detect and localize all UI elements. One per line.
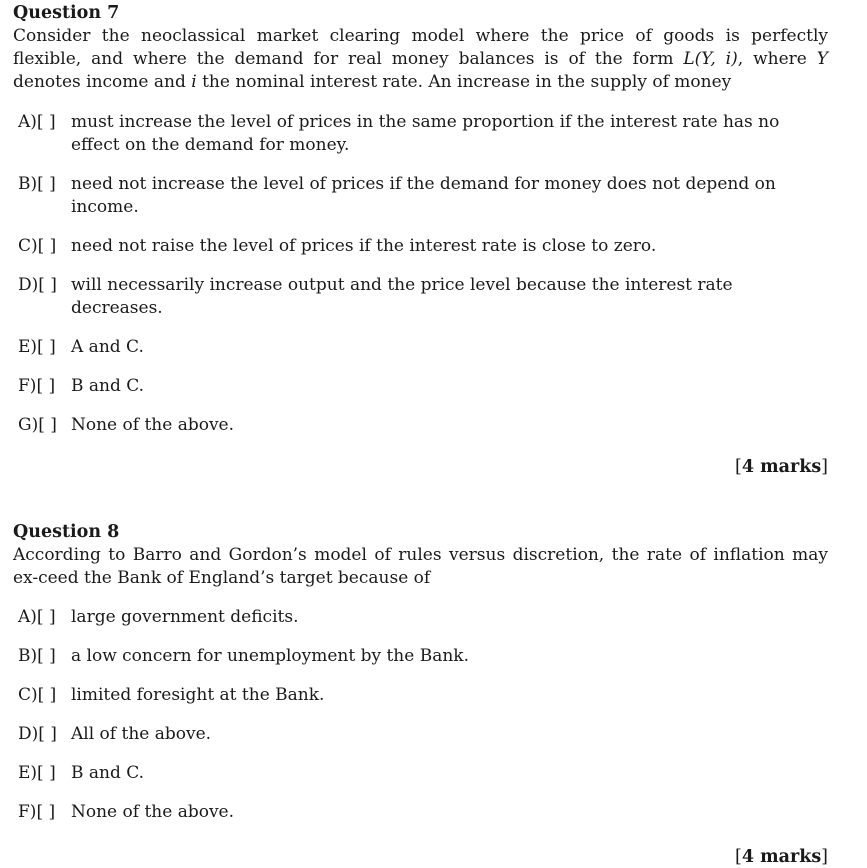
exam-page bbox=[13, 0, 828, 868]
option-text: B and C. bbox=[71, 763, 145, 783]
option-text: None of the above. bbox=[71, 415, 235, 435]
marks-value: 4 marks bbox=[741, 457, 822, 477]
option-letter: C) bbox=[18, 236, 38, 256]
option-text: All of the above. bbox=[71, 724, 212, 744]
question-7-body-text-4: the nominal interest rate. An increase in the supply of money bbox=[196, 72, 732, 92]
question-7-options bbox=[13, 111, 828, 437]
option-checkbox[interactable]: [ ] bbox=[37, 646, 56, 666]
option-checkbox[interactable]: [ ] bbox=[38, 724, 57, 744]
option-item bbox=[13, 336, 828, 359]
question-8 bbox=[13, 521, 828, 868]
option-letter: G) bbox=[18, 415, 39, 435]
option-checkbox[interactable]: [ ] bbox=[36, 802, 56, 822]
option-checkbox[interactable]: [ ] bbox=[36, 607, 56, 627]
option-item bbox=[13, 606, 828, 629]
question-7-body-text-3: denotes income and bbox=[13, 72, 192, 92]
option-text: a low concern for unemployment by the Bank. bbox=[71, 646, 470, 666]
option-checkbox[interactable]: [ ] bbox=[36, 112, 56, 132]
option-item bbox=[13, 762, 828, 785]
option-text: limited foresight at the Bank. bbox=[71, 685, 325, 705]
option-item bbox=[13, 235, 828, 258]
question-7-body-text-1: Consider the neoclassical market clearing model where the price of goods is perfectly flexible, and where the demand for real money balances is of the form bbox=[13, 26, 828, 69]
option-letter: E) bbox=[18, 337, 38, 357]
option-text: large government deficits. bbox=[71, 607, 299, 627]
option-text: will necessarily increase output and the price level because the interest rate decreases. bbox=[71, 275, 733, 318]
option-letter: C) bbox=[18, 685, 38, 705]
question-7-math-L: L(Y, i) bbox=[683, 49, 738, 69]
option-checkbox[interactable]: [ ] bbox=[37, 337, 56, 357]
option-letter: F) bbox=[18, 802, 37, 822]
question-8-marks: [4 marks] bbox=[735, 847, 828, 867]
marks-value: 4 marks bbox=[741, 847, 822, 867]
option-item bbox=[13, 375, 828, 398]
option-text: None of the above. bbox=[71, 802, 235, 822]
question-8-body-text: According to Barro and Gordon’s model of rules versus discretion, the rate of inflation may ex-ceed the Bank of England’s target because of bbox=[13, 545, 828, 588]
option-text: B and C. bbox=[71, 376, 145, 396]
option-item bbox=[13, 173, 828, 219]
option-checkbox[interactable]: [ ] bbox=[37, 174, 56, 194]
option-letter: A) bbox=[18, 607, 37, 627]
option-item bbox=[13, 684, 828, 707]
question-7-math-i: i bbox=[191, 72, 197, 92]
option-item bbox=[13, 801, 828, 824]
option-checkbox[interactable]: [ ] bbox=[36, 376, 56, 396]
option-letter: F) bbox=[18, 376, 37, 396]
option-checkbox[interactable]: [ ] bbox=[38, 415, 57, 435]
question-8-body bbox=[13, 544, 828, 590]
option-text: A and C. bbox=[71, 337, 144, 357]
question-7-title: Question 7 bbox=[13, 3, 120, 23]
option-letter: D) bbox=[18, 724, 39, 744]
option-checkbox[interactable]: [ ] bbox=[38, 275, 57, 295]
option-letter: B) bbox=[18, 174, 38, 194]
option-letter: E) bbox=[18, 763, 38, 783]
option-item bbox=[13, 414, 828, 437]
option-letter: D) bbox=[18, 275, 39, 295]
question-7-body-text-2: , where bbox=[737, 49, 817, 69]
question-8-options bbox=[13, 606, 828, 824]
option-letter: B) bbox=[18, 646, 38, 666]
question-7-math-Y: Y bbox=[816, 49, 828, 69]
question-8-title: Question 8 bbox=[13, 522, 120, 542]
option-item bbox=[13, 274, 828, 320]
option-item bbox=[13, 723, 828, 746]
option-text: need not increase the level of prices if the demand for money does not depend on income. bbox=[71, 174, 776, 217]
option-item bbox=[13, 645, 828, 668]
question-7-marks: [4 marks] bbox=[735, 457, 828, 477]
question-7 bbox=[13, 0, 828, 478]
option-item bbox=[13, 111, 828, 157]
option-letter: A) bbox=[18, 112, 37, 132]
option-checkbox[interactable]: [ ] bbox=[37, 236, 57, 256]
option-text: must increase the level of prices in the same proportion if the interest rate has no effect on the demand for money. bbox=[71, 112, 780, 155]
option-checkbox[interactable]: [ ] bbox=[37, 763, 56, 783]
question-7-body bbox=[13, 25, 828, 94]
option-text: need not raise the level of prices if the interest rate is close to zero. bbox=[71, 236, 657, 256]
option-checkbox[interactable]: [ ] bbox=[37, 685, 57, 705]
